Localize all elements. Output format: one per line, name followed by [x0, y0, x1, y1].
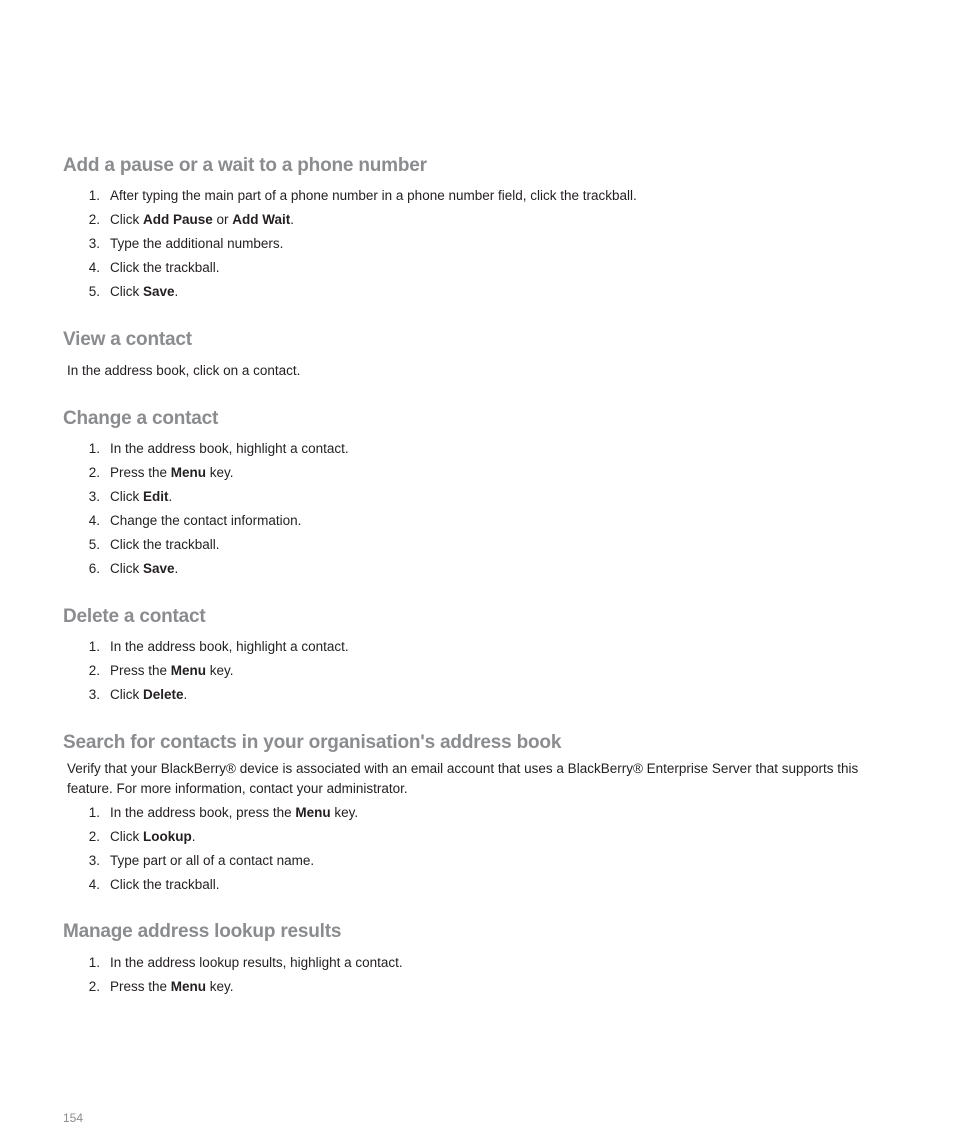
- step-text: [110, 849, 314, 873]
- step-text: [110, 975, 234, 999]
- step-text-part: Click the trackball.: [110, 260, 220, 275]
- step-text: [110, 461, 234, 485]
- step-number: 4.: [88, 260, 100, 275]
- step-text-part: Click: [110, 561, 143, 576]
- step-text-part: Press the: [110, 465, 171, 480]
- section-title-view-contact: View a contact: [63, 329, 192, 350]
- step-text-part: .: [174, 561, 179, 576]
- page-number: 154: [63, 1111, 84, 1125]
- step-text-part: Type the additional numbers.: [110, 236, 284, 251]
- ui-term: Menu: [295, 805, 331, 820]
- section-title-manage-lookup: Manage address lookup results: [63, 921, 342, 942]
- step-text: [110, 533, 220, 557]
- section-title-change-contact: Change a contact: [63, 408, 219, 429]
- ui-term: Save: [143, 284, 175, 299]
- step-number: 5.: [88, 284, 100, 299]
- step-text-part: key.: [206, 663, 234, 678]
- ui-term: Add Wait: [232, 212, 291, 227]
- ui-term: Edit: [143, 489, 169, 504]
- step-text: [110, 801, 358, 825]
- ui-term: Save: [143, 561, 175, 576]
- step-text: [110, 873, 220, 897]
- step-text-part: Type part or all of a contact name.: [110, 853, 315, 868]
- step-number: 6.: [88, 561, 100, 576]
- ui-term: Delete: [143, 687, 184, 702]
- step-number: 3.: [88, 236, 100, 251]
- step-number: 5.: [88, 537, 100, 552]
- step-text: [110, 256, 220, 280]
- ui-term: Menu: [170, 979, 207, 994]
- step-number: 2.: [88, 829, 100, 844]
- step-text-part: Click: [110, 212, 143, 227]
- step-number: 1.: [88, 805, 100, 820]
- step-text: [110, 557, 178, 581]
- section-title-delete-contact: Delete a contact: [63, 606, 206, 627]
- step-number: 1.: [88, 441, 100, 456]
- step-text-part: Click the trackball.: [110, 877, 220, 892]
- step-number: 1.: [88, 188, 100, 203]
- step-text: [110, 951, 403, 975]
- step-number: 2.: [88, 465, 100, 480]
- step-text: [110, 825, 196, 849]
- step-text-part: Click the trackball.: [110, 537, 220, 552]
- step-text: [110, 635, 349, 659]
- step-text: [110, 509, 301, 533]
- step-text-part: key.: [206, 979, 234, 994]
- step-text-part: Click: [110, 829, 143, 844]
- step-text: [110, 683, 187, 707]
- section-title-add-pause: Add a pause or a wait to a phone number: [63, 155, 427, 176]
- step-number: 3.: [88, 687, 100, 702]
- step-text-part: key.: [206, 465, 234, 480]
- view-contact-paragraph: In the address book, click on a contact.: [67, 363, 301, 378]
- step-text: [110, 280, 178, 304]
- step-text-part: Click: [110, 687, 143, 702]
- step-text-part: .: [168, 489, 173, 504]
- step-number: 1.: [88, 639, 100, 654]
- section-title-search-contacts: Search for contacts in your organisation's address book: [63, 732, 562, 753]
- step-text-part: .: [290, 212, 295, 227]
- step-number: 2.: [88, 663, 100, 678]
- step-number: 2.: [88, 979, 100, 994]
- step-text-part: Click: [110, 284, 143, 299]
- step-text: [110, 485, 172, 509]
- ui-term: Lookup: [143, 829, 192, 844]
- step-text: [110, 232, 283, 256]
- step-number: 3.: [88, 853, 100, 868]
- ui-term: Menu: [170, 663, 207, 678]
- step-text-part: Press the: [110, 663, 171, 678]
- step-text-part: .: [191, 829, 196, 844]
- step-text-part: Change the contact information.: [110, 513, 302, 528]
- step-text: [110, 184, 637, 208]
- step-number: 1.: [88, 955, 100, 970]
- step-text-part: In the address book, press the: [110, 805, 296, 820]
- step-number: 3.: [88, 489, 100, 504]
- step-number: 2.: [88, 212, 100, 227]
- step-text-part: In the address book, highlight a contact.: [110, 639, 349, 654]
- step-text-part: Click: [110, 489, 143, 504]
- step-text-part: key.: [330, 805, 359, 820]
- step-number: 4.: [88, 877, 100, 892]
- step-text-part: .: [174, 284, 179, 299]
- step-text: [110, 437, 349, 461]
- step-text-part: In the address lookup results, highlight a contact.: [110, 955, 403, 970]
- step-number: 4.: [88, 513, 100, 528]
- search-contacts-paragraph: Verify that your BlackBerry® device is associated with an email account that uses a BlackBerry® Enterprise Server that supports this feature. For more information, contact your administrator.: [67, 761, 859, 796]
- ui-term: Menu: [170, 465, 207, 480]
- step-text-part: or: [212, 212, 233, 227]
- ui-term: Add Pause: [143, 212, 213, 227]
- step-text: [110, 659, 234, 683]
- step-text-part: .: [183, 687, 188, 702]
- step-text-part: After typing the main part of a phone number in a phone number field, click the trackball.: [110, 188, 637, 203]
- step-text: [110, 208, 294, 232]
- step-text-part: In the address book, highlight a contact.: [110, 441, 349, 456]
- step-text-part: Press the: [110, 979, 171, 994]
